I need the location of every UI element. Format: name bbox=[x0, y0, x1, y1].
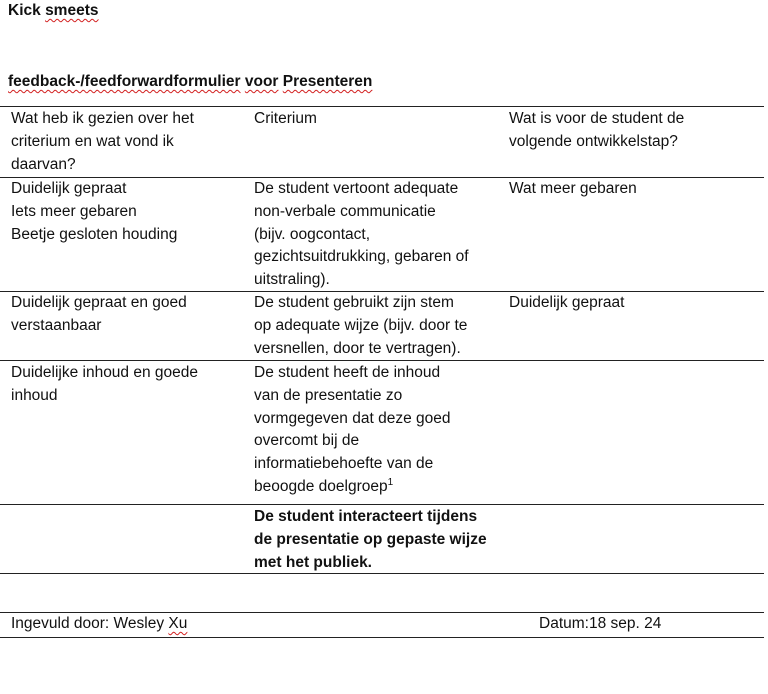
footnote-marker: 1 bbox=[387, 476, 394, 488]
header-next-step: Wat is voor de student de volgende ontwikkelstap? bbox=[509, 110, 685, 150]
author-name bbox=[8, 2, 99, 20]
author-last-name: smeets bbox=[45, 2, 99, 19]
author-first-name: Kick bbox=[8, 2, 41, 19]
header-observation: Wat heb ik gezien over het criterium en wat vond ik daarvan? bbox=[11, 110, 194, 173]
row1-observation: Duidelijk gepraat Iets meer gebaren Beetje gesloten houding bbox=[11, 180, 178, 243]
form-title bbox=[8, 73, 372, 91]
filled-by-surname: Xu bbox=[168, 615, 188, 632]
row3-observation: Duidelijke inhoud en goede inhoud bbox=[11, 364, 199, 404]
footer-top-rule bbox=[0, 612, 764, 613]
row2-next-step: Duidelijk gepraat bbox=[509, 294, 625, 311]
row1-next-step: Wat meer gebaren bbox=[509, 180, 637, 197]
row3-criterium: De student heeft de inhoud van de presentatie zo vormgegeven dat deze goed overcomt bij de informatiebehoefte van de beoogde doelgroep bbox=[254, 364, 451, 495]
header-criterium: Criterium bbox=[254, 110, 317, 127]
form-title-part1: feedback-/feedforwardformulier bbox=[8, 73, 241, 90]
filled-by-label: Ingevuld door: Wesley bbox=[11, 615, 169, 632]
table-row-divider bbox=[0, 504, 764, 505]
form-title-part3: Presenteren bbox=[282, 73, 373, 90]
form-title-part2: voor bbox=[244, 73, 279, 90]
row1-criterium: De student vertoont adequate non-verbale communicatie (bijv. oogcontact, gezichtsuitdrukking, gebaren of uitstraling). bbox=[254, 180, 469, 289]
filled-by bbox=[11, 615, 187, 633]
date-field: Datum:18 sep. 24 bbox=[539, 615, 662, 632]
row2-observation: Duidelijk gepraat en goed verstaanbaar bbox=[11, 294, 187, 334]
row4-criterium: De student interacteert tijdens de presentatie op gepaste wijze met het publiek. bbox=[254, 508, 487, 571]
row2-criterium: De student gebruikt zijn stem op adequate wijze (bijv. door te versnellen, door te vertragen). bbox=[254, 294, 468, 357]
table-top-rule bbox=[0, 106, 764, 107]
footer-bottom-rule bbox=[0, 637, 764, 638]
row3-criterium-cell bbox=[254, 362, 504, 499]
